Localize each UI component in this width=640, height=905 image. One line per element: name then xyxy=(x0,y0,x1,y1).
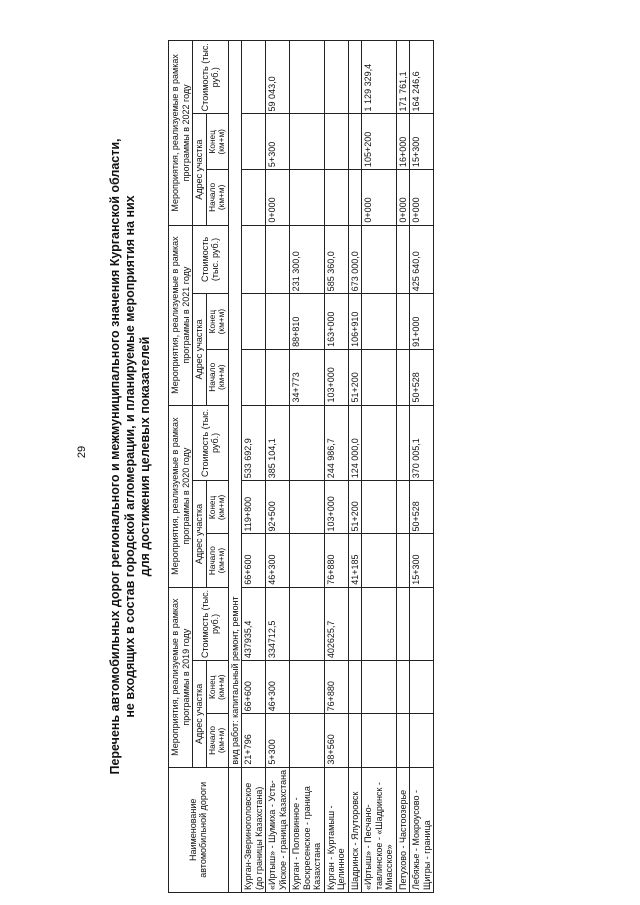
start-cell xyxy=(266,349,290,405)
header-2022: Мероприятия, реализуемые в рамках программы в 2022 году xyxy=(169,41,193,226)
table-row xyxy=(362,41,397,893)
start-cell xyxy=(242,170,266,226)
header-2020: Мероприятия, реализуемые в рамках программы в 2020 году xyxy=(169,405,193,587)
header-cost: Стоимость (тыс. руб.) xyxy=(193,225,229,294)
start-cell: 5+300 xyxy=(266,714,290,767)
end-cell xyxy=(396,294,410,350)
cost-cell xyxy=(242,41,266,114)
roads-table xyxy=(168,40,434,893)
start-cell xyxy=(396,534,410,587)
start-cell: 46+300 xyxy=(266,534,290,587)
cost-cell: 231 300,0 xyxy=(290,225,325,294)
end-cell xyxy=(290,661,325,714)
cost-cell xyxy=(290,405,325,481)
end-cell: 103+000 xyxy=(324,481,348,534)
end-cell: 66+600 xyxy=(242,661,266,714)
table-row xyxy=(348,41,362,893)
header-cost: Стоимость (тыс. руб.) xyxy=(193,405,229,481)
start-cell: 41+185 xyxy=(348,534,362,587)
cost-cell xyxy=(324,41,348,114)
cost-cell xyxy=(290,41,325,114)
start-cell xyxy=(242,349,266,405)
start-cell xyxy=(290,534,325,587)
header-start: Начало (км+м) xyxy=(206,349,228,405)
end-cell xyxy=(410,661,434,714)
start-cell: 103+000 xyxy=(324,349,348,405)
header-road: Наименование автомобильной дороги xyxy=(169,767,229,892)
table-row xyxy=(242,41,266,893)
end-cell: 50+528 xyxy=(410,481,434,534)
end-cell: 105+200 xyxy=(362,114,397,170)
start-cell xyxy=(410,714,434,767)
start-cell xyxy=(362,714,397,767)
end-cell xyxy=(242,294,266,350)
start-cell xyxy=(396,714,410,767)
end-cell: 106+910 xyxy=(348,294,362,350)
cost-cell: 1 129 329,4 xyxy=(362,41,397,114)
cost-cell: 585 360,0 xyxy=(324,225,348,294)
road-name-cell: Петухово - Частоозерье xyxy=(396,767,410,892)
start-cell: 50+528 xyxy=(410,349,434,405)
end-cell xyxy=(362,481,397,534)
header-address: Адрес участка xyxy=(193,481,207,587)
end-cell: 5+300 xyxy=(266,114,290,170)
start-cell: 0+000 xyxy=(410,170,434,226)
title-line: для достижения целевых показателей xyxy=(138,336,152,577)
start-cell: 76+880 xyxy=(324,534,348,587)
cost-cell xyxy=(348,587,362,660)
cost-cell xyxy=(396,225,410,294)
cost-cell: 370 005,1 xyxy=(410,405,434,481)
cost-cell: 673 000,0 xyxy=(348,225,362,294)
end-cell xyxy=(290,481,325,534)
table-cell xyxy=(228,767,242,892)
header-address: Адрес участка xyxy=(193,661,207,767)
end-cell xyxy=(362,294,397,350)
rotated-document xyxy=(108,20,608,893)
end-cell: 92+500 xyxy=(266,481,290,534)
start-cell xyxy=(362,534,397,587)
end-cell xyxy=(362,661,397,714)
start-cell: 15+300 xyxy=(410,534,434,587)
cost-cell: 171 761,1 xyxy=(396,41,410,114)
end-cell: 16+000 xyxy=(396,114,410,170)
start-cell: 34+773 xyxy=(290,349,325,405)
header-address: Адрес участка xyxy=(193,294,207,405)
cost-cell xyxy=(362,405,397,481)
cost-cell xyxy=(348,41,362,114)
cost-cell: 59 043,0 xyxy=(266,41,290,114)
work-type-label: вид работ: капитальный ремонт, ремонт xyxy=(228,41,242,768)
start-cell xyxy=(348,714,362,767)
header-start: Начало (км+м) xyxy=(206,714,228,767)
end-cell xyxy=(396,661,410,714)
start-cell xyxy=(290,714,325,767)
end-cell: 46+300 xyxy=(266,661,290,714)
cost-cell: 124 000,0 xyxy=(348,405,362,481)
road-name-cell: «Иртыш» - Шумиха - Усть-Уйское - граница Казахстана xyxy=(266,767,290,892)
cost-cell xyxy=(362,587,397,660)
header-start: Начало (км+м) xyxy=(206,534,228,587)
header-2021: Мероприятия, реализуемые в рамках программы в 2021 году xyxy=(169,225,193,405)
table-row xyxy=(324,41,348,893)
end-cell xyxy=(324,114,348,170)
cost-cell: 437935,4 xyxy=(242,587,266,660)
table-body xyxy=(228,41,434,893)
header-end: Конец (км+м) xyxy=(206,661,228,714)
page-number: 29 xyxy=(76,445,88,459)
table-row xyxy=(396,41,410,893)
cost-cell xyxy=(396,405,410,481)
table-row xyxy=(266,41,290,893)
end-cell: 88+810 xyxy=(290,294,325,350)
start-cell xyxy=(396,349,410,405)
table-row xyxy=(410,41,434,893)
end-cell: 91+000 xyxy=(410,294,434,350)
start-cell: 0+000 xyxy=(266,170,290,226)
road-name-cell: Шадринск - Ялуторовск xyxy=(348,767,362,892)
start-cell: 21+796 xyxy=(242,714,266,767)
header-end: Конец (км+м) xyxy=(206,114,228,170)
cost-cell xyxy=(410,587,434,660)
end-cell: 163+000 xyxy=(324,294,348,350)
cost-cell: 164 246,6 xyxy=(410,41,434,114)
end-cell xyxy=(266,294,290,350)
header-cost: Стоимость (тыс. руб.) xyxy=(193,587,229,660)
end-cell xyxy=(396,481,410,534)
road-name-cell: Курган-Звериноголовское (до границы Казахстана) xyxy=(242,767,266,892)
document-title xyxy=(108,20,153,893)
cost-cell xyxy=(266,225,290,294)
start-cell xyxy=(324,170,348,226)
title-line: не входящих в состав городской агломерации, и планируемые мероприятия на них xyxy=(123,195,137,718)
end-cell xyxy=(242,114,266,170)
end-cell: 51+200 xyxy=(348,481,362,534)
start-cell: 51+200 xyxy=(348,349,362,405)
work-type-row xyxy=(228,41,242,893)
start-cell: 38+560 xyxy=(324,714,348,767)
start-cell: 0+000 xyxy=(362,170,397,226)
header-cost: Стоимость (тыс. руб.) xyxy=(193,41,229,114)
cost-cell: 533 692,9 xyxy=(242,405,266,481)
cost-cell xyxy=(242,225,266,294)
end-cell xyxy=(348,661,362,714)
start-cell: 0+000 xyxy=(396,170,410,226)
cost-cell xyxy=(396,587,410,660)
cost-cell: 244 986,7 xyxy=(324,405,348,481)
end-cell xyxy=(348,114,362,170)
title-line: Перечень автомобильных дорог регионального и межмуниципального значения Курганской области, xyxy=(108,138,122,775)
start-cell xyxy=(290,170,325,226)
end-cell: 15+300 xyxy=(410,114,434,170)
start-cell xyxy=(348,170,362,226)
end-cell xyxy=(290,114,325,170)
end-cell: 76+880 xyxy=(324,661,348,714)
table-row xyxy=(290,41,325,893)
header-start: Начало (км+м) xyxy=(206,170,228,226)
cost-cell: 425 640,0 xyxy=(410,225,434,294)
start-cell: 66+600 xyxy=(242,534,266,587)
road-name-cell: Лебяжье - Мокроусово - Щигры - граница xyxy=(410,767,434,892)
end-cell: 119+800 xyxy=(242,481,266,534)
header-address: Адрес участка xyxy=(193,114,207,225)
road-name-cell: «Иртыш» - Песчано-тавлинское - «Шадринск - Миасское» xyxy=(362,767,397,892)
header-2019: Мероприятия, реализуемые в рамках программы в 2019 году xyxy=(169,587,193,767)
header-end: Конец (км+м) xyxy=(206,481,228,534)
cost-cell: 385 104,1 xyxy=(266,405,290,481)
header-end: Конец (км+м) xyxy=(206,294,228,350)
cost-cell: 334712,5 xyxy=(266,587,290,660)
cost-cell: 402625,7 xyxy=(324,587,348,660)
road-name-cell: Курган - Половинное - Воскресенское - граница Казахстана xyxy=(290,767,325,892)
start-cell xyxy=(362,349,397,405)
cost-cell xyxy=(290,587,325,660)
road-name-cell: Курган - Куртамыш - Целинное xyxy=(324,767,348,892)
cost-cell xyxy=(362,225,397,294)
